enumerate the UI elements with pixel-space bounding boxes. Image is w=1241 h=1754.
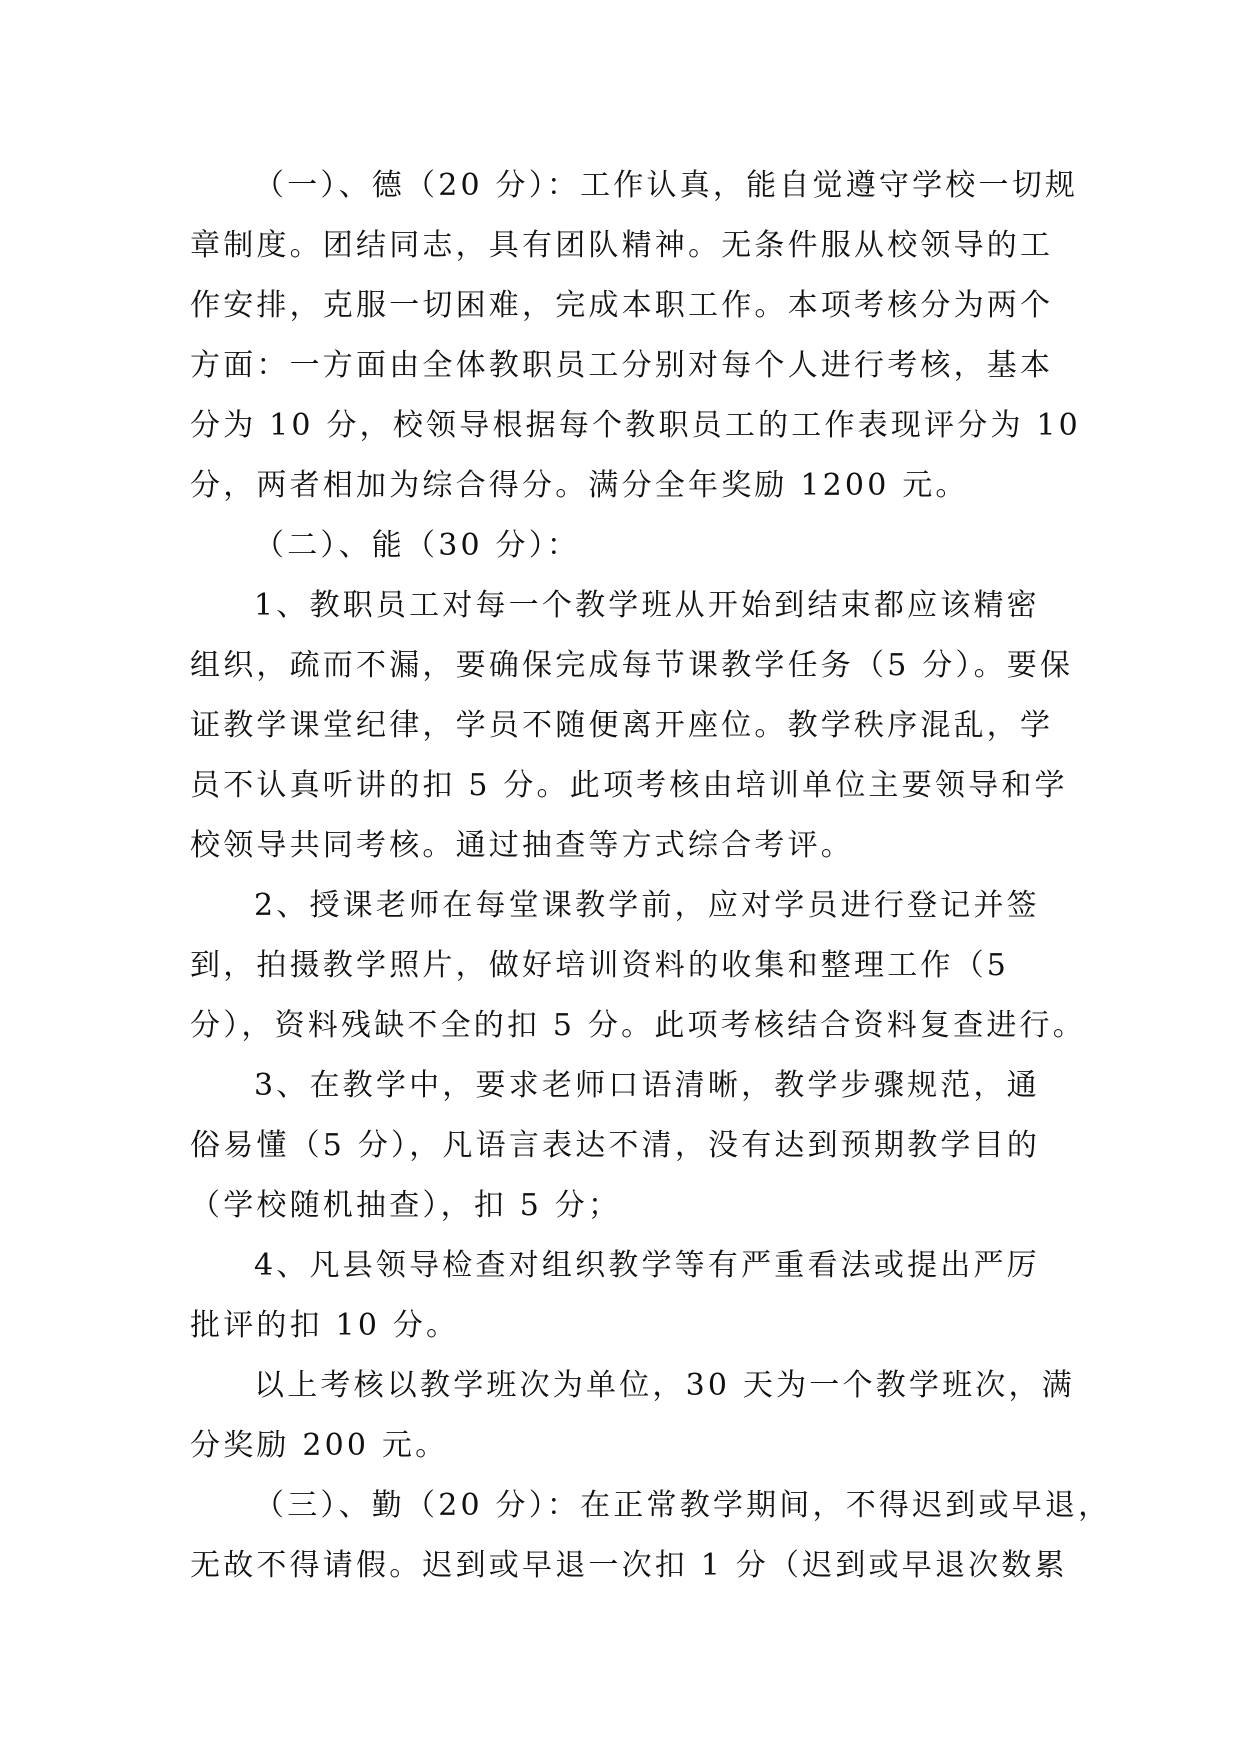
text-line: 作安排，克服一切困难，完成本职工作。本项考核分为两个 [190, 288, 1054, 323]
section-heading: （二）、能（30 分）： [254, 528, 581, 563]
text-line: 组织，疏而不漏，要确保完成每节课教学任务（5 分）。要保 [190, 648, 1074, 683]
text-line: 章制度。团结同志，具有团队精神。无条件服从校领导的工 [190, 228, 1054, 263]
text-line: 2、授课老师在每堂课教学前，应对学员进行登记并签 [254, 888, 1040, 923]
text-line: 校领导共同考核。通过抽查等方式综合考评。 [190, 828, 854, 863]
text-line: 员不认真听讲的扣 5 分。此项考核由培训单位主要领导和学 [190, 768, 1068, 803]
text-line: 分），资料残缺不全的扣 5 分。此项考核结合资料复查进行。 [190, 1008, 1086, 1043]
text-line: 方面：一方面由全体教职员工分别对每个人进行考核，基本 [190, 348, 1054, 383]
text-line: 3、在教学中，要求老师口语清晰，教学步骤规范，通 [254, 1068, 1040, 1103]
text-line: 无故不得请假。迟到或早退一次扣 1 分（迟到或早退次数累 [190, 1548, 1068, 1583]
text-line: 俗易懂（5 分），凡语言表达不清，没有达到预期教学目的 [190, 1128, 1041, 1163]
text-line: 4、凡县领导检查对组织教学等有严重看法或提出严厉 [254, 1248, 1040, 1283]
text-line: 分，两者相加为综合得分。满分全年奖励 1200 元。 [190, 468, 969, 503]
text-line: 到，拍摄教学照片，做好培训资料的收集和整理工作（5 [190, 948, 1010, 983]
text-line: 分奖励 200 元。 [190, 1428, 449, 1463]
text-line: 证教学课堂纪律，学员不随便离开座位。教学秩序混乱，学 [190, 708, 1054, 743]
text-line: （三）、勤（20 分）：在正常教学期间，不得迟到或早退， [254, 1488, 1112, 1523]
text-line: （学校随机抽查），扣 5 分； [190, 1188, 622, 1223]
text-line: （一）、德（20 分）：工作认真，能自觉遵守学校一切规 [254, 168, 1079, 203]
text-line: 分为 10 分，校领导根据每个教职员工的工作表现评分为 10 [190, 408, 1081, 443]
text-line: 以上考核以教学班次为单位，30 天为一个教学班次，满 [254, 1368, 1075, 1403]
text-line: 批评的扣 10 分。 [190, 1308, 460, 1343]
text-line: 1、教职员工对每一个教学班从开始到结束都应该精密 [254, 588, 1040, 623]
